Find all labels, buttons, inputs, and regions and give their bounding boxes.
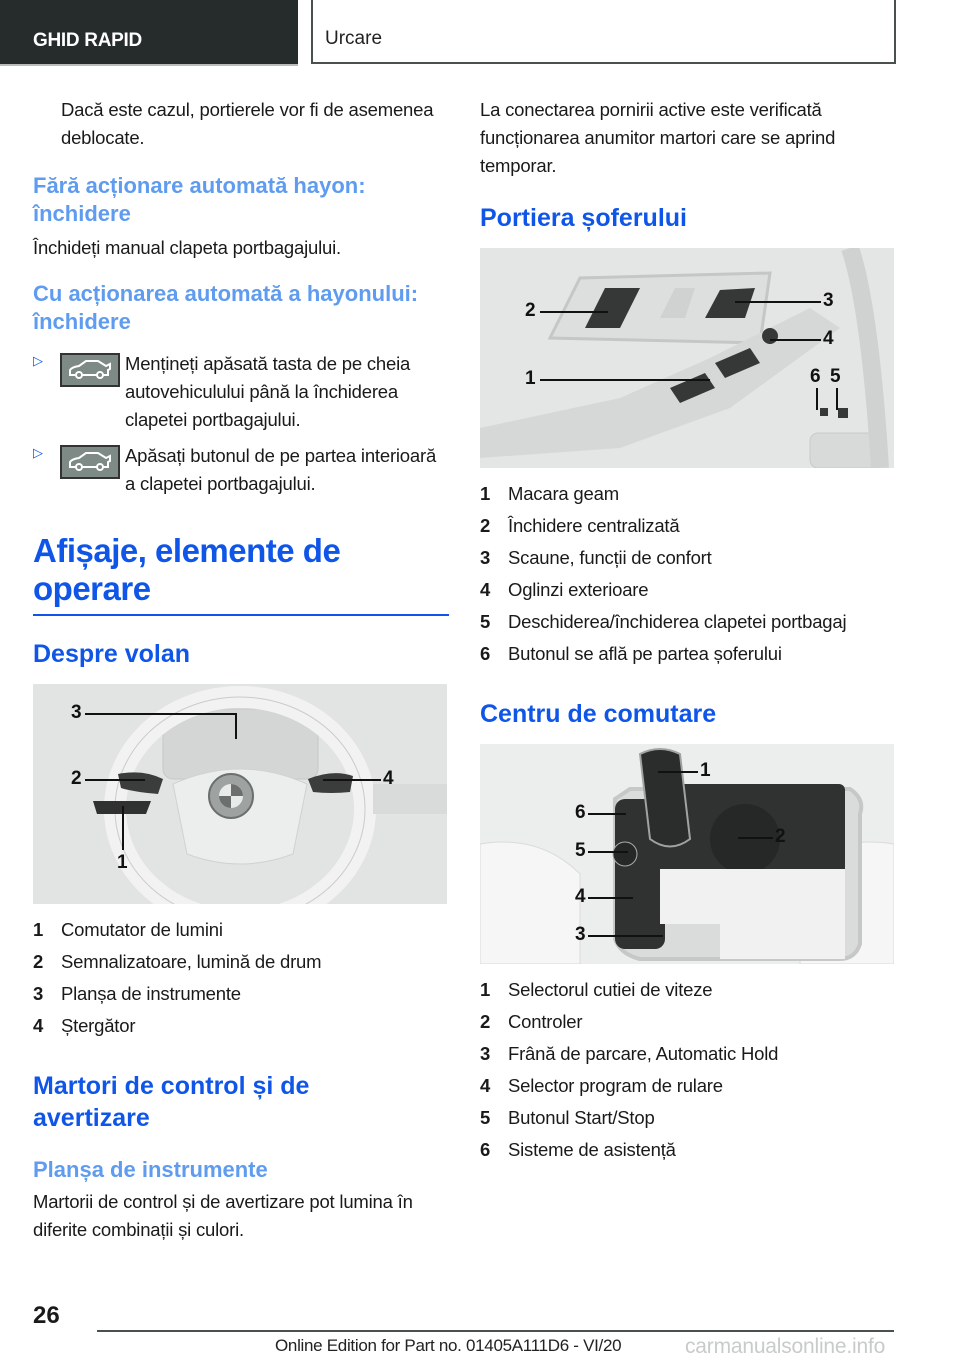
heading-driver-door: Portiera șoferului xyxy=(480,204,687,232)
legend-item: 2 Închidere centralizată xyxy=(480,515,680,536)
callout-4: 4 xyxy=(383,768,394,789)
legend-item: 6 Butonul se află pe partea șoferului xyxy=(480,643,782,664)
callout-6: 6 xyxy=(575,802,586,823)
callout-line xyxy=(235,713,237,739)
legend-item: 1 Macara geam xyxy=(480,483,619,504)
chapter-tab xyxy=(311,0,896,64)
heading-auto-close: Cu acționarea automată a hayonului: închidere xyxy=(33,281,419,334)
callout-6: 6 xyxy=(810,366,821,387)
callout-line xyxy=(588,813,626,815)
section-tab xyxy=(0,0,298,66)
callout-5: 5 xyxy=(830,366,841,387)
callout-line xyxy=(738,837,773,839)
bullet-triangle-icon: ▷ xyxy=(33,445,43,460)
cluster-paragraph: Martorii de control și de avertizare pot lumina în diferite combinații și culori. xyxy=(33,1191,413,1240)
chapter-title: Urcare xyxy=(325,28,383,49)
steering-legend xyxy=(33,914,449,1042)
center-legend xyxy=(480,974,896,1166)
section-heading: Afișaje, elemente de operare xyxy=(33,532,341,607)
driver-door-figure xyxy=(480,248,894,468)
bullet-text: Mențineți apăsată tasta de pe cheia autovehiculului până la închiderea clapetei portbagajului. xyxy=(125,353,411,430)
list-item xyxy=(33,350,449,434)
callout-line xyxy=(588,851,628,853)
callout-5: 5 xyxy=(575,840,586,861)
callout-line xyxy=(735,301,821,303)
callout-line xyxy=(122,806,124,850)
list-item xyxy=(33,442,449,498)
section-title: GHID RAPID xyxy=(33,30,142,51)
callout-line xyxy=(658,771,698,773)
legend-item: 5 Deschiderea/închiderea clapetei portbagaj xyxy=(480,611,847,632)
steering-wheel-figure xyxy=(33,684,447,904)
legend-item: 4 Oglinzi exterioare xyxy=(480,579,649,600)
right-column xyxy=(480,96,896,1166)
heading-warnings: Martori de control și de avertizare xyxy=(33,1072,310,1132)
callout-2: 2 xyxy=(775,826,786,847)
intro-paragraph: Dacă este cazul, portierele vor fi de asemenea deblocate. xyxy=(61,99,434,148)
tailgate-icon xyxy=(60,445,120,479)
legend-item: 4 Selector program de rulare xyxy=(480,1075,723,1096)
callout-4: 4 xyxy=(575,886,586,907)
section-divider xyxy=(33,614,449,616)
callout-3: 3 xyxy=(823,290,834,311)
legend-item: 4 Ștergător xyxy=(33,1015,136,1036)
legend-item: 3 Planșa de instrumente xyxy=(33,983,241,1004)
bullet-triangle-icon: ▷ xyxy=(33,353,43,368)
callout-line xyxy=(85,779,145,781)
legend-item: 2 Controler xyxy=(480,1011,583,1032)
door-legend xyxy=(480,478,896,670)
callout-line xyxy=(588,897,633,899)
callout-2: 2 xyxy=(525,300,536,321)
callout-3: 3 xyxy=(71,702,82,723)
intro-paragraph-right: La conectarea pornirii active este verificată funcționarea anumitor martori care se aprind temporar. xyxy=(480,99,836,176)
callout-line xyxy=(588,935,663,937)
callout-line xyxy=(85,713,237,715)
callout-1: 1 xyxy=(700,760,711,781)
legend-item: 5 Butonul Start/Stop xyxy=(480,1107,655,1128)
callout-line xyxy=(816,388,818,410)
legend-item: 3 Scaune, funcții de confort xyxy=(480,547,712,568)
callout-line xyxy=(540,311,608,313)
legend-item: 3 Frână de parcare, Automatic Hold xyxy=(480,1043,779,1064)
left-column xyxy=(33,96,449,1244)
legend-item: 1 Selectorul cutiei de viteze xyxy=(480,979,713,1000)
heading-manual-close: Fără acționare automată hayon: închidere xyxy=(33,173,366,226)
manual-close-paragraph: Închideți manual clapeta portbagajului. xyxy=(33,237,341,258)
watermark-link[interactable]: carmanualsonline.info xyxy=(685,1335,886,1358)
legend-item: 1 Comutator de lumini xyxy=(33,919,223,940)
legend-item: 2 Semnalizatoare, lumină de drum xyxy=(33,951,322,972)
page-number: 26 xyxy=(33,1302,60,1329)
heading-cluster: Planșa de instrumente xyxy=(33,1157,268,1182)
heading-center-console: Centru de comutare xyxy=(480,700,717,728)
footer-divider xyxy=(97,1330,894,1332)
callout-line xyxy=(540,379,710,381)
callout-1: 1 xyxy=(117,852,128,873)
heading-steering: Despre volan xyxy=(33,640,191,668)
tailgate-icon xyxy=(60,353,120,387)
bullet-text: Apăsați butonul de pe partea interioară a clapetei portbagajului. xyxy=(125,445,437,494)
callout-line xyxy=(323,779,381,781)
callout-2: 2 xyxy=(71,768,82,789)
callout-1: 1 xyxy=(525,368,536,389)
callout-line xyxy=(770,339,821,341)
center-console-figure xyxy=(480,744,894,964)
legend-item: 6 Sisteme de asistență xyxy=(480,1139,676,1160)
callout-3: 3 xyxy=(575,924,586,945)
callout-line xyxy=(836,388,838,410)
callout-4: 4 xyxy=(823,328,834,349)
edition-text: Online Edition for Part no. 01405A111D6 - VI/20 xyxy=(275,1336,622,1355)
